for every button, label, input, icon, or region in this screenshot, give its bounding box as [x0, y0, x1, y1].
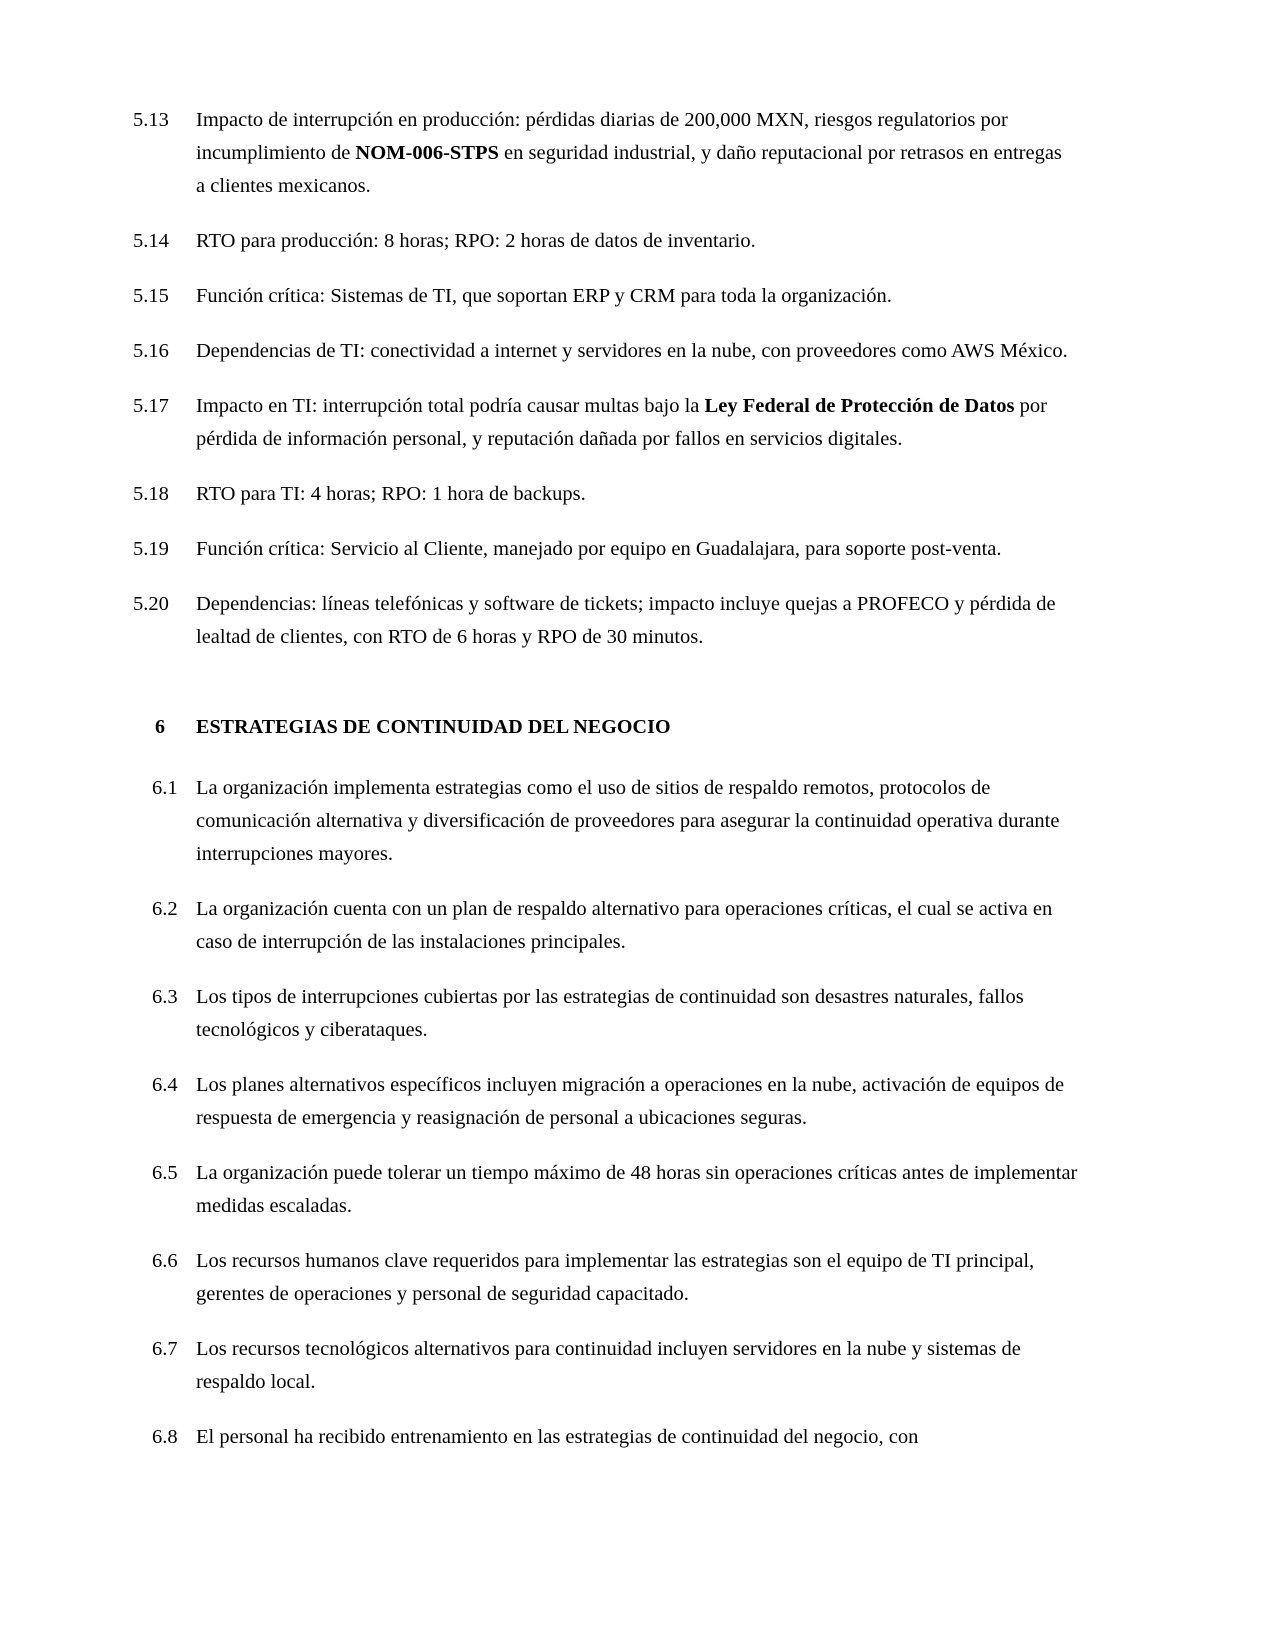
clause-item — [152, 772, 1083, 871]
clause-item — [133, 533, 1083, 566]
clause-text-run: Los planes alternativos específicos incluyen migración a operaciones en la nube, activación de equipos de respuesta de emergencia y reasignación de personal a ubicaciones seguras. — [196, 1074, 1065, 1129]
clause-text-run: Impacto en TI: interrupción total podría causar multas bajo la — [196, 395, 705, 417]
clause-text-run: Los recursos humanos clave requeridos para implementar las estrategias son el equipo de TI principal, gerentes de operaciones y personal de seguridad capacitado. — [196, 1250, 1035, 1305]
clause-text-run: RTO para producción: 8 horas; RPO: 2 horas de datos de inventario. — [196, 230, 756, 252]
clause-text-run: Los tipos de interrupciones cubiertas por las estrategias de continuidad son desastres naturales, fallos tecnológicos y ciberataques. — [196, 986, 1024, 1041]
clause-item — [133, 588, 1083, 654]
clause-text-run: Función crítica: Sistemas de TI, que soportan ERP y CRM para toda la organización. — [196, 285, 892, 307]
clause-item — [152, 893, 1083, 959]
clause-text-run: en seguridad industrial, y daño reputacional por retrasos en entregas a clientes mexicanos. — [196, 142, 1062, 197]
clause-list-section-6 — [133, 772, 1083, 1454]
clause-text-run: Impacto de interrupción en producción: pérdidas diarias de 200,000 MXN, riesgos regulatorios por incumplimiento de — [196, 109, 1008, 164]
clause-text-run: La organización implementa estrategias como el uso de sitios de respaldo remotos, protocolos de comunicación alternativa y diversificación de proveedores para asegurar la continuidad operativa durante interrupciones mayores. — [196, 777, 1060, 865]
clause-text-run: La organización puede tolerar un tiempo máximo de 48 horas sin operaciones críticas antes de implementar medidas escaladas. — [196, 1162, 1078, 1217]
clause-text-run: El personal ha recibido entrenamiento en las estrategias de continuidad del negocio, con — [196, 1426, 919, 1448]
clause-item — [152, 1069, 1083, 1135]
clause-text-run: RTO para TI: 4 horas; RPO: 1 hora de backups. — [196, 483, 586, 505]
clause-item — [133, 390, 1083, 456]
clause-item — [133, 280, 1083, 313]
section-heading-6 — [133, 712, 1083, 742]
clause-text — [196, 390, 1076, 456]
clause-number: 5.16 — [133, 340, 169, 362]
clause-text — [196, 1069, 1083, 1135]
clause-text-emphasis: NOM-006-STPS — [355, 142, 499, 164]
clause-text — [196, 533, 1076, 566]
clause-text — [196, 588, 1076, 654]
clause-text-run: Dependencias: líneas telefónicas y software de tickets; impacto incluye quejas a PROFECO y pérdida de lealtad de clientes, con RTO de 6 horas y RPO de 30 minutos. — [196, 593, 1056, 648]
clause-number: 6.5 — [152, 1162, 178, 1184]
clause-number: 5.18 — [133, 483, 169, 505]
clause-number: 6.4 — [152, 1074, 178, 1096]
clause-item — [133, 335, 1083, 368]
clause-text-run: por pérdida de información personal, y reputación dañada por fallos en servicios digitales. — [196, 395, 1047, 450]
clause-text — [196, 1421, 1083, 1454]
clause-number: 5.17 — [133, 395, 169, 417]
section-heading-title: ESTRATEGIAS DE CONTINUIDAD DEL NEGOCIO — [196, 716, 671, 738]
clause-number: 5.14 — [133, 230, 169, 252]
clause-item — [133, 104, 1083, 203]
clause-text — [196, 981, 1083, 1047]
clause-text — [196, 280, 1076, 313]
page-content — [133, 104, 1083, 1476]
clause-text — [196, 225, 1076, 258]
clause-item — [133, 225, 1083, 258]
clause-text-run: Dependencias de TI: conectividad a internet y servidores en la nube, con proveedores como AWS México. — [196, 340, 1068, 362]
clause-text — [196, 335, 1076, 368]
clause-text — [196, 893, 1083, 959]
clause-text — [196, 772, 1083, 871]
clause-number: 5.15 — [133, 285, 169, 307]
clause-number: 5.19 — [133, 538, 169, 560]
clause-number: 6.6 — [152, 1250, 178, 1272]
clause-list-section-5 — [133, 104, 1083, 654]
section-heading-number: 6 — [155, 716, 165, 738]
clause-number: 6.2 — [152, 898, 178, 920]
clause-number: 5.20 — [133, 593, 169, 615]
clause-number: 6.1 — [152, 777, 178, 799]
clause-item — [152, 1333, 1083, 1399]
clause-number: 6.3 — [152, 986, 178, 1008]
clause-item — [133, 478, 1083, 511]
clause-text — [196, 478, 1076, 511]
clause-item — [152, 1421, 1083, 1454]
clause-text-emphasis: Ley Federal de Protección de Datos — [704, 395, 1015, 417]
clause-text — [196, 1245, 1083, 1311]
clause-text-run: Los recursos tecnológicos alternativos para continuidad incluyen servidores en la nube y sistemas de respaldo local. — [196, 1338, 1021, 1393]
clause-number: 6.7 — [152, 1338, 178, 1360]
clause-item — [152, 1245, 1083, 1311]
clause-text-run: La organización cuenta con un plan de respaldo alternativo para operaciones críticas, el cual se activa en caso de interrupción de las instalaciones principales. — [196, 898, 1053, 953]
clause-item — [152, 1157, 1083, 1223]
clause-text — [196, 1333, 1083, 1399]
clause-text — [196, 1157, 1083, 1223]
clause-item — [152, 981, 1083, 1047]
clause-number: 6.8 — [152, 1426, 178, 1448]
clause-number: 5.13 — [133, 109, 169, 131]
clause-text-run: Función crítica: Servicio al Cliente, manejado por equipo en Guadalajara, para soporte post-venta. — [196, 538, 1002, 560]
clause-text — [196, 104, 1076, 203]
